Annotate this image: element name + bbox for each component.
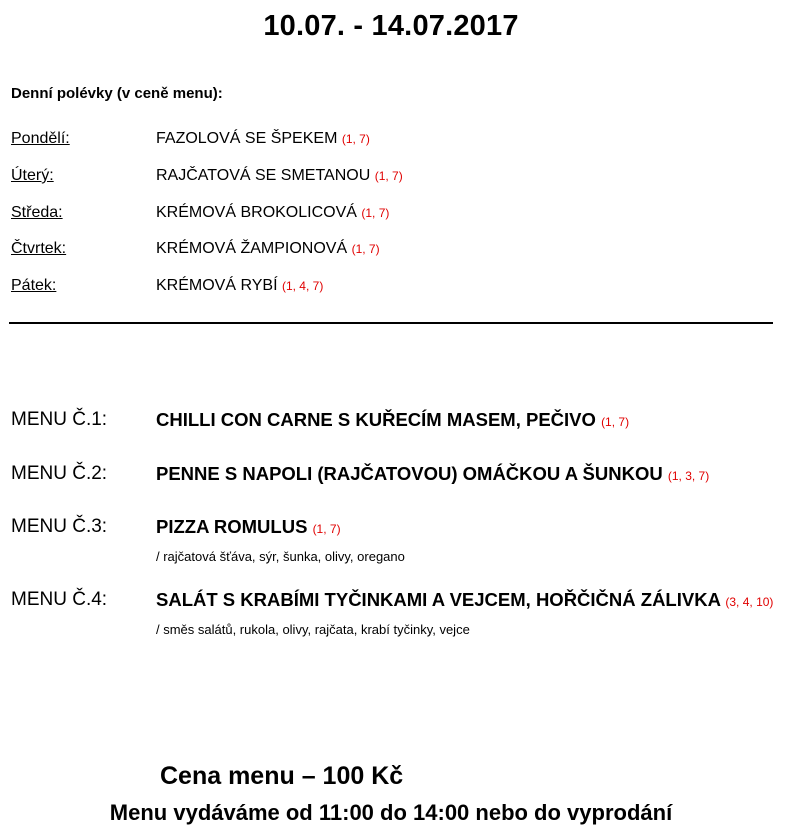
menu-label: MENU Č.3:	[11, 516, 108, 537]
allergen-codes: (1, 4, 7)	[281, 279, 324, 293]
allergen-codes: (3, 4, 10)	[725, 595, 774, 609]
serving-hours: Menu vydáváme od 11:00 do 14:00 nebo do vyprodání	[109, 800, 673, 825]
menu-dish	[156, 589, 773, 611]
menu-dish-name: SALÁT S KRABÍMI TYČINKAMI A VEJCEM, HOŘČIČNÁ ZÁLIVKA	[156, 589, 721, 610]
menu-label: MENU Č.2:	[11, 463, 108, 484]
menu-dish	[156, 516, 341, 538]
soup-dish-name: FAZOLOVÁ SE ŠPEKEM	[156, 130, 338, 147]
menu-description: / rajčatová šťáva, sýr, šunka, olivy, oregano	[156, 549, 405, 564]
soup-dish	[156, 167, 403, 185]
section-divider	[9, 322, 773, 324]
soup-dish	[156, 277, 323, 295]
soup-dish	[156, 130, 370, 148]
soup-day: Pátek:	[11, 277, 57, 294]
soup-day: Pondělí:	[11, 130, 70, 147]
menu-dish-name: PENNE S NAPOLI (RAJČATOVOU) OMÁČKOU A ŠUNKOU	[156, 463, 663, 484]
menu-description: / směs salátů, rukola, olivy, rajčata, krabí tyčinky, vejce	[156, 622, 470, 637]
page-title: 10.07. - 14.07.2017	[263, 10, 519, 42]
allergen-codes: (1, 7)	[361, 206, 390, 220]
menu-dish	[156, 463, 709, 485]
soup-dish-name: KRÉMOVÁ RYBÍ	[156, 277, 278, 294]
allergen-codes: (1, 3, 7)	[667, 469, 710, 483]
soups-heading: Denní polévky (v ceně menu):	[11, 85, 223, 102]
soup-dish	[156, 240, 380, 258]
allergen-codes: (1, 7)	[341, 132, 370, 146]
soup-dish-name: RAJČATOVÁ SE SMETANOU	[156, 167, 371, 184]
soup-dish-name: KRÉMOVÁ ŽAMPIONOVÁ	[156, 240, 348, 257]
menu-price: Cena menu – 100 Kč	[160, 762, 404, 790]
menu-label: MENU Č.1:	[11, 409, 108, 430]
soup-dish	[156, 204, 389, 222]
menu-dish-name: CHILLI CON CARNE S KUŘECÍM MASEM, PEČIVO	[156, 409, 596, 430]
allergen-codes: (1, 7)	[351, 242, 380, 256]
allergen-codes: (1, 7)	[312, 522, 341, 536]
menu-label: MENU Č.4:	[11, 589, 108, 610]
menu-dish-name: PIZZA ROMULUS	[156, 516, 308, 537]
allergen-codes: (1, 7)	[374, 169, 403, 183]
soup-day: Středa:	[11, 204, 63, 221]
soup-dish-name: KRÉMOVÁ BROKOLICOVÁ	[156, 204, 357, 221]
allergen-codes: (1, 7)	[601, 415, 630, 429]
soup-day: Úterý:	[11, 167, 54, 184]
soup-day: Čtvrtek:	[11, 240, 67, 257]
menu-dish	[156, 409, 629, 431]
